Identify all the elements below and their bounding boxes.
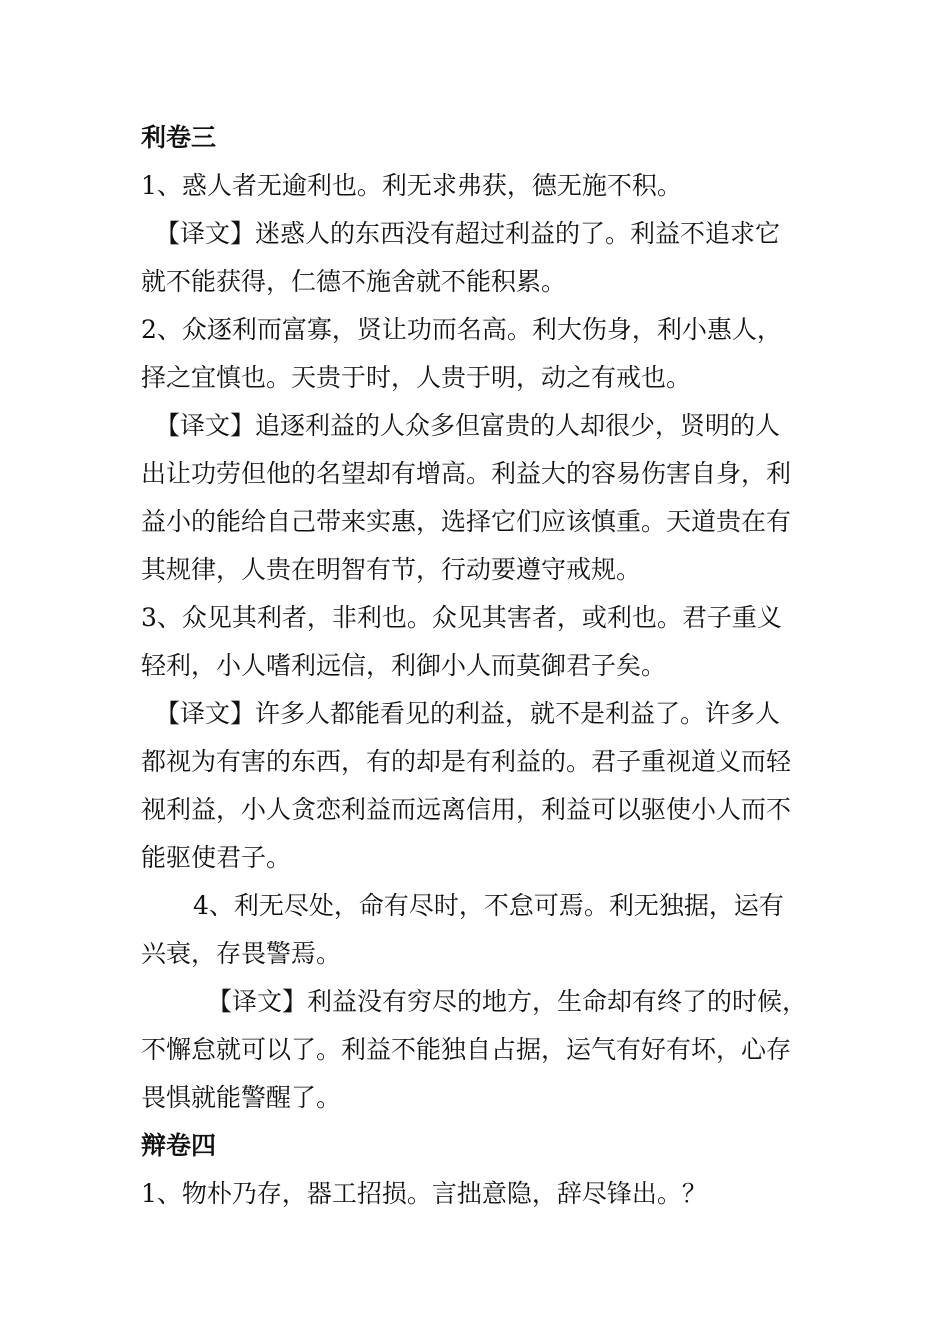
item-3-text-line-2: 轻利，小人嗜利远信，利御小人而莫御君子矣。 (141, 651, 667, 680)
item-4-text-line-1: 4、利无尽处，命有尽时，不怠可焉。利无独据，运有 (193, 891, 784, 920)
item-1-translation-line-1: 【译文】迷惑人的东西没有超过利益的了。利益不追求它 (155, 219, 781, 248)
item-2-translation-line-1: 【译文】追逐利益的人众多但富贵的人却很少，贤明的人 (155, 411, 781, 440)
document-page (141, 114, 811, 1218)
item-3-translation-line-2: 都视为有害的东西，有的却是有利益的。君子重视道义而轻 (141, 747, 792, 776)
item-3-translation-line-4: 能驱使君子。 (141, 843, 292, 872)
item-3-text-line-1: 3、众见其利者，非利也。众见其害者，或利也。君子重义 (141, 603, 782, 632)
item-3-translation-line-3: 视利益，小人贪恋利益而远离信用，利益可以驱使小人而不 (141, 795, 792, 824)
section-heading-bian: 辩卷四 (141, 1131, 217, 1160)
item-2-translation-line-4: 其规律，人贵在明智有节，行动要遵守戒规。 (141, 555, 642, 584)
item-4-translation-line-3: 畏惧就能警醒了。 (141, 1083, 342, 1112)
item-1-translation-line-2: 就不能获得，仁德不施舍就不能积累。 (141, 267, 567, 296)
item-4-text-line-2: 兴衰，存畏警焉。 (141, 939, 342, 968)
item-2-text-line-2: 择之宜慎也。天贵于时，人贵于明，动之有戒也。 (141, 363, 692, 392)
bian-item-1-text-line-1: 1、物朴乃存，器工招损。言拙意隐，辞尽锋出。？ (141, 1179, 707, 1208)
item-2-translation-line-2: 出让功劳但他的名望却有增高。利益大的容易伤害自身，利 (141, 459, 792, 488)
item-2-translation-line-3: 益小的能给自己带来实惠，选择它们应该慎重。天道贵在有 (141, 507, 792, 536)
item-3-translation-line-1: 【译文】许多人都能看见的利益，就不是利益了。许多人 (155, 699, 781, 728)
section-heading-li: 利卷三 (141, 123, 217, 152)
item-2-text-line-1: 2、众逐利而富寡，贤让功而名高。利大伤身，利小惠人， (141, 315, 782, 344)
item-1-text-line-1: 1、惑人者无逾利也。利无求弗获，德无施不积。 (141, 171, 682, 200)
item-4-translation-line-1: 【译文】利益没有穷尽的地方，生命却有终了的时候， (207, 987, 808, 1016)
item-4-translation-line-2: 不懈怠就可以了。利益不能独自占据，运气有好有坏，心存 (141, 1035, 792, 1064)
